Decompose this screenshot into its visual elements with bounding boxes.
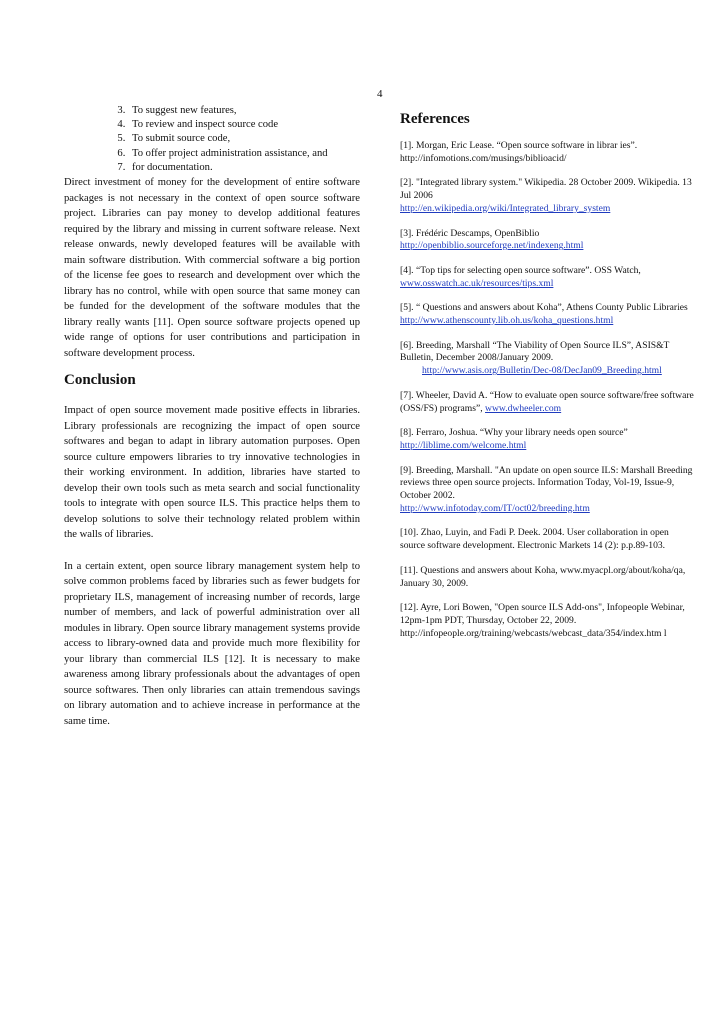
reference-text: [3]. Frédéric Descamps, OpenBiblio bbox=[400, 227, 540, 239]
list-item: 7. for documentation. bbox=[128, 161, 360, 175]
reference-text: [12]. Ayre, Lori Bowen, "Open source ILS Add-ons", Infopeople Webinar, 12pm-1pm PDT, Thursday, October 22, 2009. http://infopeople.org/training/webcasts/webcast_data/354/index.htm l bbox=[400, 602, 685, 639]
reference-item bbox=[400, 265, 694, 290]
reference-text: [8]. Ferraro, Joshua. “Why your library needs open source” bbox=[400, 427, 628, 439]
reference-text: [4]. “Top tips for selecting open source software”. OSS Watch, bbox=[400, 264, 641, 276]
reference-item bbox=[400, 228, 694, 253]
reference-text: [7]. Wheeler, David A. “How to evaluate open source software/free software (OSS/FS) programs”, bbox=[400, 389, 694, 414]
reference-item bbox=[400, 602, 694, 640]
reference-link[interactable]: www.osswatch.ac.uk/resources/tips.xml bbox=[400, 277, 554, 289]
reference-item bbox=[400, 527, 694, 552]
reference-text: [11]. Questions and answers about Koha, www.myacpl.org/about/koha/qa, January 30, 2009. bbox=[400, 564, 686, 589]
reference-url: http://infomotions.com/musings/biblioacid/ bbox=[400, 152, 567, 164]
reference-link[interactable]: www.dwheeler.com bbox=[485, 402, 562, 414]
body-paragraph: Direct investment of money for the development of entire software packages is not necessary in the context of open source software project. Libraries can pay money to develop additional features required by the library and missing in current software release. Next release onwards, newly developed features will be available with main software distribution. With commercial software a big portion of the license fee goes to research and development over which the library has no control, while with open source that same money can be funded for the development of the software modules that the library really wants [11]. Open source software projects opened up wide range of options for user contributions and participation in software development process. bbox=[64, 177, 360, 359]
conclusion-paragraph-1: Impact of open source movement made positive effects in libraries. Library professionals are recognizing the impact of open source softwares and began to adapt in library automation purposes. Open source culture empowers libraries to try innovative technologies in their working environment. In addition, libraries have started to develop their own tools such as meta search and social functionality tools to integrate with open source ILS. This practice helps them to develop solutions to solve their technology related problem within the walls of libraries. bbox=[64, 405, 360, 541]
reference-text: [1]. Morgan, Eric Lease. “Open source software in librar ies”. bbox=[400, 140, 638, 151]
list-item: 5. To submit source code, bbox=[128, 132, 360, 146]
reference-item bbox=[400, 140, 694, 165]
reference-link[interactable]: http://liblime.com/welcome.html bbox=[400, 439, 527, 451]
section-heading-references: References bbox=[400, 111, 470, 127]
reference-text: [9]. Breeding, Marshall. "An update on open source ILS: Marshall Breeding reviews three open source projects. Information Today, Vol-19, Issue-9, October 2002. bbox=[400, 464, 693, 502]
reference-link[interactable]: http://en.wikipedia.org/wiki/Integrated_library_system bbox=[400, 202, 611, 214]
reference-item bbox=[400, 427, 694, 452]
reference-item bbox=[400, 565, 694, 590]
reference-item bbox=[400, 340, 694, 378]
section-heading-conclusion: Conclusion bbox=[64, 372, 136, 389]
conclusion-paragraph-2: In a certain extent, open source library management system help to solve common problems faced by libraries such as fewer budgets for proprietary ILS, management of increasing number of records, large number of members, and lack of powerful administration over all modules in library. Open source library management systems provide access to library-owned data and provide much more flexibility for your library than commercial ILS [12]. It is necessary to make awareness among library professionals about the advantages of open source softwares. Then only libraries can attain tremendous savings on library automation and to achieve increase in performance at the same time. bbox=[64, 560, 360, 727]
reference-link[interactable]: http://www.infotoday.com/IT/oct02/breeding.htm bbox=[400, 502, 590, 514]
numbered-list bbox=[64, 104, 360, 175]
reference-text: [6]. Breeding, Marshall “The Viability of Open Source ILS”, ASIS&T Bulletin, December 2008/January 2009. bbox=[400, 339, 670, 364]
left-column bbox=[64, 104, 360, 729]
list-item: 6. To offer project administration assistance, and bbox=[128, 147, 360, 161]
page-number: 4 bbox=[377, 88, 383, 100]
list-item: 3. To suggest new features, bbox=[128, 104, 360, 118]
reference-link[interactable]: http://openbiblio.sourceforge.net/indexeng.html bbox=[400, 240, 584, 252]
right-column bbox=[400, 110, 694, 652]
reference-item bbox=[400, 390, 694, 415]
reference-item bbox=[400, 177, 694, 215]
reference-link[interactable]: http://www.asis.org/Bulletin/Dec-08/DecJan09_Breeding.html bbox=[422, 365, 662, 377]
list-item: 4. To review and inspect source code bbox=[128, 118, 360, 132]
reference-item bbox=[400, 465, 694, 516]
reference-text: [5]. “ Questions and answers about Koha”, Athens County Public Libraries bbox=[400, 302, 688, 314]
reference-text: [10]. Zhao, Luyin, and Fadi P. Deek. 2004. User collaboration in open source software development. Electronic Markets 14 (2): p.p.89-103. bbox=[400, 527, 669, 552]
reference-link[interactable]: http://www.athenscounty.lib.oh.us/koha_questions.html bbox=[400, 315, 614, 327]
reference-text: [2]. "Integrated library system." Wikipedia. 28 October 2009. Wikipedia. 13 Jul 2006 bbox=[400, 177, 692, 202]
reference-item bbox=[400, 302, 694, 327]
